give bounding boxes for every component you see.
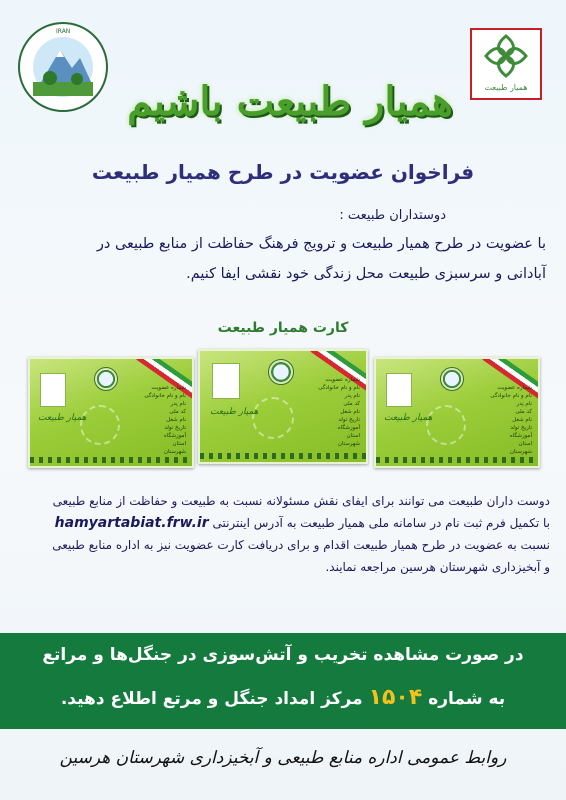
card-section-heading: کارت همیار طبیعت [217, 320, 349, 336]
logo-badge: IRAN [56, 28, 71, 35]
footer-credit: روابط عمومی اداره منابع طبیعی و آبخیزداری شهرستان هرسین [59, 748, 507, 768]
card-field: آموزشگاه [337, 425, 360, 431]
body-line-2 [14, 512, 550, 534]
card-field: نام و نام خانوادگی [144, 393, 186, 399]
card-field: استان [172, 441, 186, 447]
card-field: نام پدر [516, 401, 532, 407]
logo-caption: همیار طبیعت [484, 83, 528, 92]
card-signature: همیار طبیعت [38, 413, 87, 423]
card-emblem-icon [440, 367, 464, 391]
card-field: استان [346, 433, 360, 439]
card-emblem-icon [94, 367, 118, 391]
card-field: نام و نام خانوادگی [490, 393, 532, 399]
card-field: شماره عضویت [151, 385, 186, 391]
card-signature: همیار طبیعت [384, 413, 433, 423]
slogan: همیار طبیعت باشیم [127, 78, 453, 125]
body-line-4: و آبخیزداری شهرستان هرسین مراجعه نمایند. [325, 560, 550, 574]
card-field: شماره عضویت [325, 377, 360, 383]
banner-line-1: در صورت مشاهده تخریب و آتش‌سوزی در جنگل‌ها و مراتع [42, 645, 524, 665]
tree-border [376, 457, 538, 463]
card-field: تاریخ تولد [510, 425, 532, 431]
card-photo-placeholder [212, 363, 240, 399]
intro-greeting: دوستداران طبیعت : [339, 208, 446, 223]
card-field: کد ملی [169, 409, 186, 415]
card-field: آموزشگاه [163, 433, 186, 439]
banner-line-2 [10, 685, 556, 710]
watermark-seal-icon [252, 397, 294, 439]
card-field: نام شغل [166, 417, 186, 423]
card-photo-placeholder [386, 373, 412, 407]
body-line-2-text: با تکمیل فرم ثبت نام در سامانه ملی همیار طبیعت به آدرس اینترنتی [212, 516, 550, 530]
card-emblem-icon [268, 359, 294, 385]
card-field: نام پدر [344, 393, 360, 399]
intro-line-2: آبادانی و سرسبزی طبیعت محل زندگی خود نقشی ایفا کنیم. [186, 266, 546, 282]
emergency-number: ۱۵۰۴ [368, 685, 423, 710]
card-field: نام شغل [340, 409, 360, 415]
watermark-seal-icon [426, 405, 466, 445]
membership-card-right [374, 357, 540, 468]
card-field: نام پدر [170, 401, 186, 407]
card-field: نام شغل [512, 417, 532, 423]
tree-border [30, 457, 192, 463]
card-field: آموزشگاه [509, 433, 532, 439]
card-field: نام و نام خانوادگی [318, 385, 360, 391]
leaf-cross-icon [472, 30, 540, 82]
membership-card-left [28, 357, 194, 468]
banner-line-2-end: مرکز امداد جنگل و مرتع اطلاع دهید. [60, 689, 363, 709]
banner-line-2-start: به شماره [428, 689, 506, 709]
card-field: کد ملی [515, 409, 532, 415]
card-field: شهرستان [337, 441, 360, 447]
registration-paragraph [14, 490, 550, 578]
card-field: تاریخ تولد [338, 417, 360, 423]
body-line-1: دوست داران طبیعت می توانند برای ایفای نقش مسئولانه نسبت به طبیعت و حفاظت از منابع طبیعی [52, 494, 550, 508]
card-field: شهرستان [163, 449, 186, 455]
card-field: استان [518, 441, 532, 447]
card-field: کد ملی [343, 401, 360, 407]
card-field: شهرستان [509, 449, 532, 455]
card-field: تاریخ تولد [164, 425, 186, 431]
membership-card-center [198, 349, 368, 464]
body-line-3: نسبت به عضویت در طرح همیار طبیعت اقدام و برای دریافت کارت عضویت نیز به اداره منابع طبیعی [52, 538, 550, 552]
intro-line-1: با عضویت در طرح همیار طبیعت و ترویج فرهنگ حفاظت از منابع طبیعی در [96, 236, 546, 252]
card-signature: همیار طبیعت [210, 407, 259, 417]
tree-border [200, 453, 366, 459]
card-photo-placeholder [40, 373, 66, 407]
card-field: شماره عضویت [497, 385, 532, 391]
watermark-seal-icon [80, 405, 120, 445]
page-headline: فراخوان عضویت در طرح همیار طبیعت [91, 160, 475, 184]
registration-url-link[interactable]: hamyartabiat.frw.ir [54, 515, 209, 531]
